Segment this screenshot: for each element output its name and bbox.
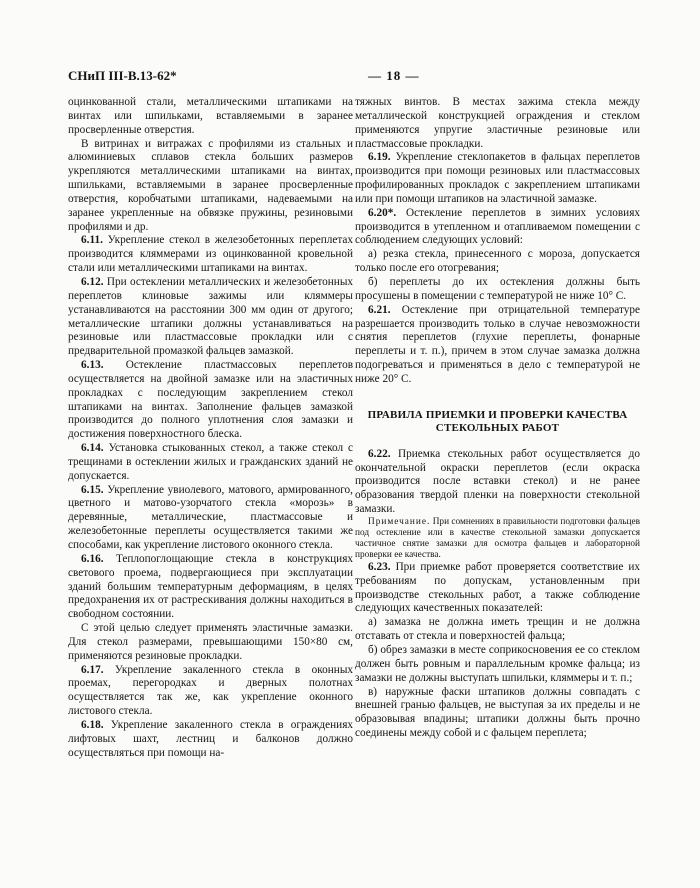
paragraph-text: Теплопоглощающие стекла в конструкциях светового проема, подвергающиеся при эксплуатации зданий большим температурным деформациям, в целях предохранения их от растрескивания должны находиться в свободном состоянии. [68, 552, 353, 621]
right-top-text [355, 96, 640, 387]
clause-number: 6.19. [368, 151, 391, 164]
paragraph [68, 719, 353, 761]
paragraph-text: а) резка стекла, принесенного с мороза, допускается только после его отогревания; [355, 248, 640, 275]
clause-paragraph [355, 448, 640, 517]
paragraph-text: б) переплеты до их остекления должны быть просушены в помещении с температурой не ниже 10° С. [355, 275, 640, 302]
paragraph [355, 616, 640, 644]
paragraph-text: С этой целью следует применять эластичные замазки. Для стекол размерами, превышающими 150×80 см, применяются резиновые прокладки. [68, 622, 353, 662]
paragraph-text: Остекление переплетов в зимних условиях производится в утепленном и отапливаемом помещении с соблюдением следующих условий: [355, 206, 640, 247]
clause-number: 6.11. [81, 234, 103, 247]
paragraph [68, 442, 353, 484]
note-text: При сомнениях в правильности подготовки фальцев под остекление или в качестве стекольной замазки допускается частичное снятие замазки для осмотра фальцев и лабораторной проверки ее качества. [355, 516, 640, 560]
paragraph-text: Установка стыкованных стекол, а также стекол с трещинами в остеклении жилых и гражданских зданий не допускается. [68, 442, 353, 482]
clause-number: 6.13. [81, 359, 104, 372]
clause-number: 6.16. [81, 552, 104, 565]
paragraph-text: тяжных винтов. В местах зажима стекла между металлической конструкцией ограждения и стеклом применяются упругие эластичные резиновые или пластмассовые прокладки. [355, 96, 640, 150]
right-column [355, 96, 640, 741]
paragraph-text: В витринах и витражах с профилями из стальных и алюминиевых сплавов стекла больших размеров укрепляются металлическими штапиками на винтах, шпильками, вставляемыми в заранее просверленные отверстия, коробчатыми штапиками, надеваемыми на заранее укрепленные на обвязке пружины, резиновыми профилями и др. [68, 137, 353, 233]
paragraph-text: Остекление пластмассовых переплетов осуществляется на двойной замазке или на эластичных прокладках с последующим закреплением стекол штапиками на винтах. Заполнение фальцев замазкой производится до полного уплотнения слоя замазки и достижения поверхностного блеска. [68, 359, 354, 441]
standard-code: СНиП III-В.13-62* [68, 68, 177, 83]
paragraph-text: Укрепление стеклопакетов в фальцах переплетов производится при помощи резиновых или пластмассовых профилированных прокладок с закреплением штапиками или при помощи штапиков на эластичной замазке. [355, 151, 640, 205]
paragraph [68, 553, 353, 622]
note-paragraph [355, 517, 640, 561]
paragraph [68, 96, 353, 138]
section-title: ПРАВИЛА ПРИЕМКИ И ПРОВЕРКИ КАЧЕСТВА СТЕКОЛЬНЫХ РАБОТ [367, 408, 628, 435]
clause-number: 6.20*. [368, 206, 397, 219]
paragraph [68, 359, 353, 442]
paragraph-text: При остеклении металлических и железобетонных переплетов клиновые зажимы или кляммеры устанавливаются на расстоянии 300 мм один от другого; металлические штапики должны устанавливаться на резиновые или пластмассовые прокладки или с предварительной промазкой фальцев замазкой. [68, 275, 354, 358]
paragraph [355, 96, 640, 151]
clause-number: 6.17. [81, 663, 104, 676]
paragraph [68, 622, 353, 664]
paragraph-text: Укрепление стекол в железобетонных переплетах производится кляммерами из оцинкованной кровельной стали или металлическими штапиками на винтах. [68, 234, 354, 275]
paragraph [355, 248, 640, 276]
paragraph [355, 276, 640, 304]
paragraph [68, 276, 353, 359]
paragraph [355, 151, 640, 206]
paragraph-text: Укрепление закаленного стекла в оконных проемах, перегородках и дверных полотнах осуществляется так же, как укрепление оконного листового стекла. [68, 663, 354, 718]
clause-number: 6.12. [81, 275, 104, 288]
page-header [68, 68, 638, 88]
paragraph-text: Укрепление увиолевого, матового, армированного, цветного и матово-узорчатого стекла «морозь» в деревянные, металлические, пластмассовые и железобетонные переплеты осуществляется такими же способами, как укрепление листового оконного стекла. [68, 483, 353, 551]
clause-number: 6.18. [81, 718, 104, 731]
paragraph-text: Укрепление закаленного стекла в ограждениях лифтовых шахт, лестниц и балконов должно осуществляться при помощи на- [68, 718, 353, 759]
clause-number: 6.15. [81, 483, 104, 496]
paragraph [68, 138, 353, 235]
left-column [68, 96, 353, 761]
clause-number: 6.22. [368, 447, 391, 460]
clause-number: 6.21. [368, 303, 391, 316]
paragraph-text: При приемке работ проверяется соответствие их требованиям по допускам, установленным при производстве стекольных работ, а также соблюдение следующих качественных показателей: [355, 560, 641, 615]
paragraph-text: Остекление при отрицательной температуре разрешается производить только в случае невозможности снятия переплетов (глухие переплеты, фонарные переплеты и т. п.), причем в этом случае замазка должна подогреваться и применяться в дело с температурой не ниже 20° С. [355, 303, 641, 385]
paragraph-text: в) наружные фаски штапиков должны совпадать с внешней гранью фальцев, не выступая за их пределы и не образовывая впадины; штапики должны быть прочно соединены между собой и с фальцем переплета; [355, 685, 640, 740]
paragraph [355, 644, 640, 686]
clause-number: 6.23. [368, 560, 391, 573]
page-number: — 18 — [368, 68, 420, 83]
paragraph [355, 686, 640, 741]
right-bottom-text [355, 561, 640, 741]
paragraph-text: оцинкованной стали, металлическими штапиками на винтах или шпильками, вставляемыми в заранее просверленные отверстия. [68, 96, 353, 136]
note-label: Примечание. [368, 516, 431, 527]
paragraph [68, 664, 353, 719]
paragraph-text: б) обрез замазки в месте соприкосновения ее со стеклом должен быть ровным и параллельным кромке фальца; из замазки не должны выступать шпильки, кляммеры и т. п.; [355, 644, 640, 684]
clause-text: Приемка стекольных работ осуществляется до окончательной окраски переплетов (если окраска производится после вставки стекол) и не ранее образования твердой пленки на поверхности стекольной замазки. [355, 447, 640, 516]
clause-number: 6.14. [81, 442, 104, 455]
paragraph [68, 234, 353, 276]
paragraph-text: а) замазка не должна иметь трещин и не должна отставать от стекла и поверхностей фальца; [355, 616, 640, 643]
paragraph [355, 304, 640, 387]
paragraph [355, 561, 640, 616]
paragraph [68, 484, 353, 553]
paragraph [355, 207, 640, 249]
